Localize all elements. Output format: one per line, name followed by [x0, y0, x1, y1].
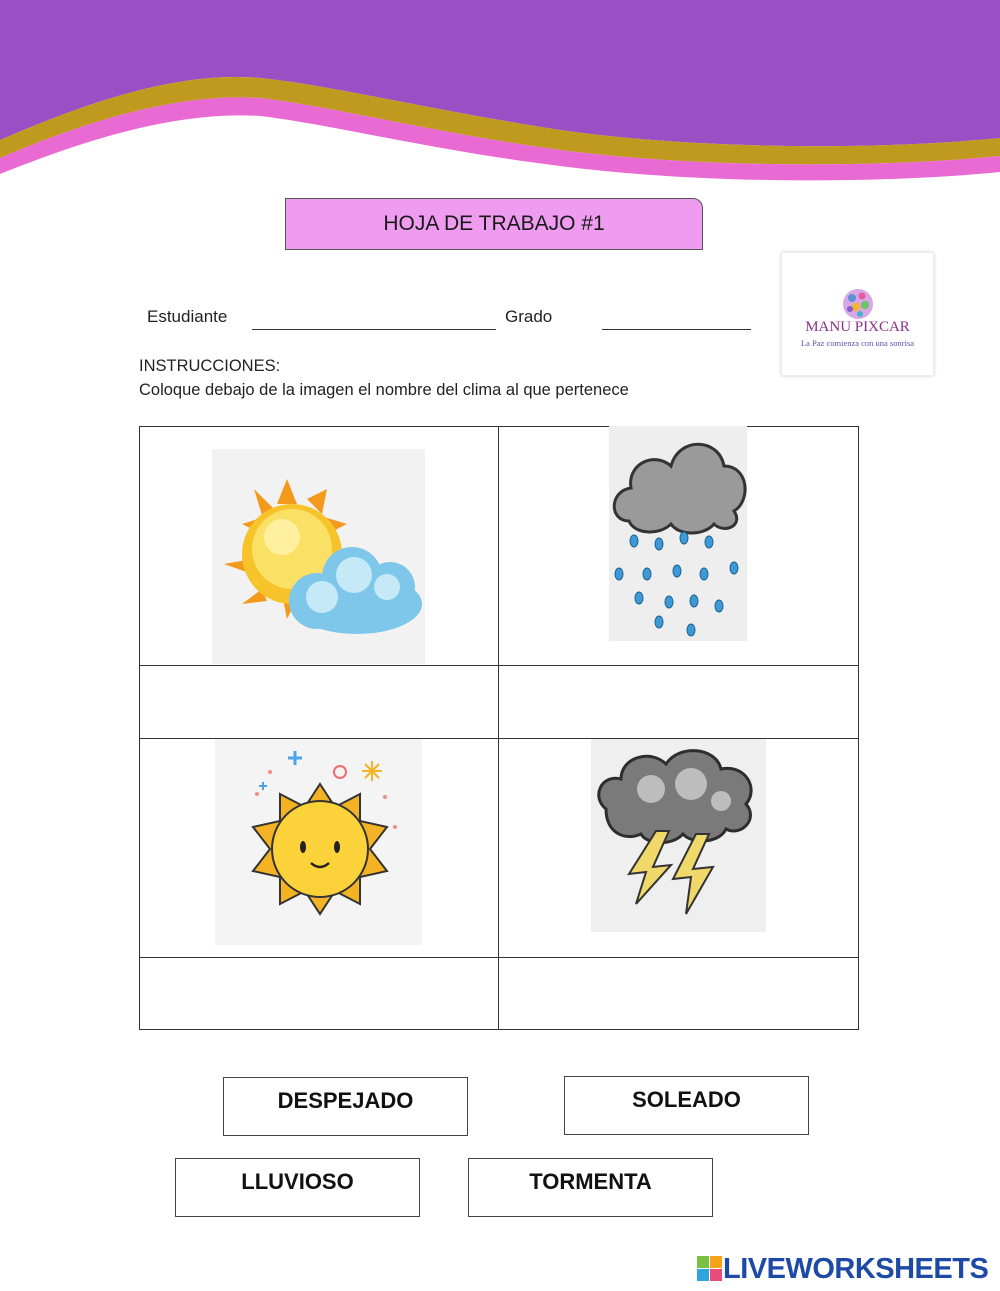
rain-cloud-icon [609, 426, 747, 641]
answer-cell-1[interactable] [140, 666, 498, 738]
student-name-line[interactable] [252, 329, 496, 330]
grade-line[interactable] [602, 329, 751, 330]
grade-label: Grado [505, 307, 553, 326]
liveworksheets-mark-icon [697, 1256, 723, 1282]
grid-border-right [858, 426, 859, 1030]
student-label: Estudiante [147, 307, 228, 326]
liveworksheets-wordmark: LIVEWORKSHEETS [723, 1252, 989, 1285]
answer-cell-4[interactable] [499, 958, 858, 1029]
grid-border-bottom [139, 1029, 859, 1030]
answer-cell-3[interactable] [140, 958, 498, 1029]
storm-cloud-lightning-icon [591, 739, 766, 932]
word-soleado[interactable]: SOLEADO [564, 1076, 809, 1135]
worksheet-title-text: HOJA DE TRABAJO #1 [383, 212, 605, 235]
header-wave-banner [0, 0, 1000, 190]
word-despejado[interactable]: DESPEJADO [223, 1077, 468, 1136]
word-lluvioso[interactable]: LLUVIOSO [175, 1158, 420, 1217]
answer-cell-2[interactable] [499, 666, 858, 738]
smiling-sun-icon [215, 739, 422, 945]
liveworksheets-logo [697, 1252, 988, 1286]
logo-tagline: La Paz comienza con una sonrisa [800, 338, 915, 348]
manu-pixcar-logo [781, 252, 934, 376]
worksheet-title [285, 198, 703, 250]
word-tormenta[interactable]: TORMENTA [468, 1158, 713, 1217]
weather-grid [139, 426, 859, 1030]
logo-name: MANU PIXCAR [805, 319, 910, 335]
mosaic-globe-icon [841, 287, 875, 321]
sun-behind-cloud-icon [212, 449, 425, 664]
instructions-text: Coloque debajo de la imagen el nombre del clima al que pertenece [139, 381, 629, 399]
instructions-heading: INSTRUCCIONES: [139, 357, 281, 375]
grid-border-top [139, 426, 859, 427]
